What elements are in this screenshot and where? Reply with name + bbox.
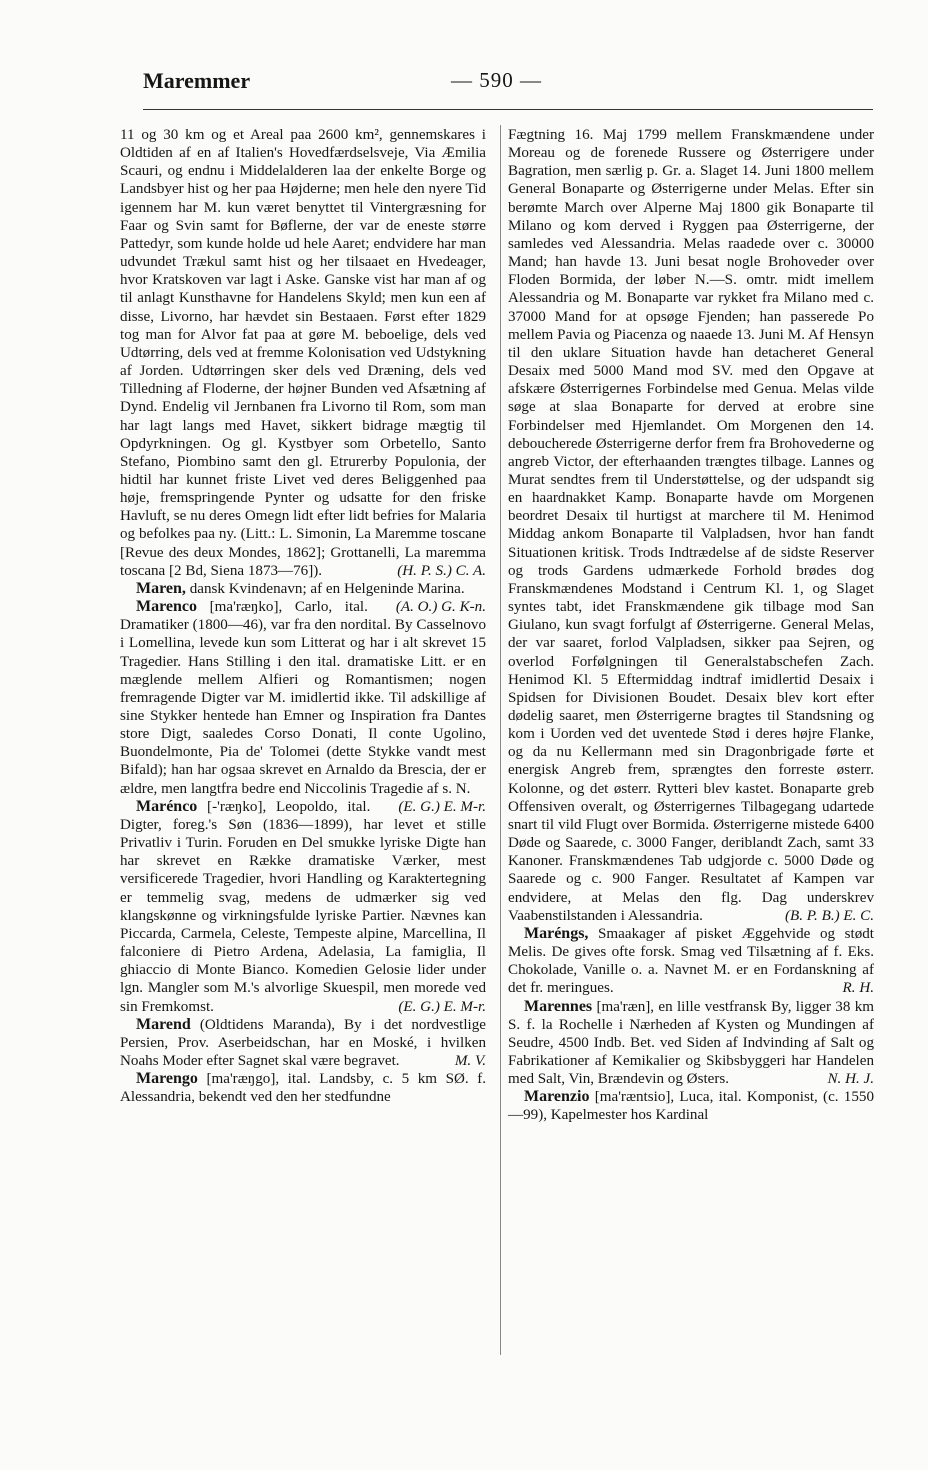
marengo-signature: (B. P. B.) E. C.: [784, 907, 874, 924]
marenco2-text: [-'ræŋko], Leopoldo, ital. Digter, foreg.'s Søn (1836—1899), har levet et stille Privatliv i Turin. Foruden en Del smukke lyriske Digte han har skrevet en Række dramatiske Værker, mest versificerede Tragedier, hvori Handling og Karaktertegning er temmelig svag, medens de udmærker sig ved klangskønne og virkningsfulde lyriske Partier. Nævnes kan Piccarda, Carmela, Celeste, Tempeste alpine, Marcellina, Il falconiere di Pietro Ardena, Adelasia, La famiglia, Il ghiaccio di Monte Bianco. Komedien Gelosie lider under lgn. Mangler som M.'s alvorlige Skuespil, men morede ved sin Fremkomst.: [120, 798, 486, 1015]
entry-marengo: [120, 1070, 486, 1106]
maren-signature: (A. O.) G. K-n.: [395, 599, 486, 616]
marennes-text: [ma'ræn], en lille vestfransk By, ligger 38 km S. f. la Rochelle i Nærheden af Kysten og Mundingen af Seudre, 4500 Indb. Bet. ved Siden af Indvinding af Salt og Fabrikationer af Kemikalier og Skibsbyggeri har Handelen med Salt, Vin, Brændevin og Østers.: [508, 998, 874, 1088]
maremmer-continuation: [120, 126, 486, 580]
marenco2-signature: (E. G.) E. M-r.: [398, 998, 486, 1015]
marenzio-text: [ma'ræntsio], Luca, ital. Komponist, (c. 1550—99), Kapelmester hos Kardinal: [508, 1089, 874, 1124]
maren-text: dansk Kvindenavn; af en Helgeninde Marina.: [189, 580, 465, 597]
headword-marend: Marend: [136, 1015, 191, 1033]
left-column: [120, 126, 486, 1106]
headword-marenco: Marenco: [136, 598, 198, 616]
running-head-title: Maremmer: [143, 68, 251, 93]
marend-signature: M. V.: [454, 1052, 486, 1069]
headword-marenzio: Marenzio: [524, 1088, 590, 1106]
marennes-signature: N. H. J.: [827, 1071, 874, 1088]
entry-marengs: [508, 925, 874, 998]
marend-text: (Oldtidens Maranda), By i det nordvestlige Persien, Prov. Aserbeidschan, har en Moské, i hvilken Noahs Moder efter Sagnet skal være begravet.: [120, 1016, 486, 1069]
maremmer-signature: (H. P. S.) C. A.: [397, 562, 486, 579]
headword-maren: Maren,: [136, 579, 186, 597]
entry-marennes: [508, 998, 874, 1089]
marenco-text: [ma'ræŋko], Carlo, ital. Dramatiker (1800—46), var fra den nordital. By Casselnovo i Lomellina, levede kun som Litterat og har i alt skrevet 15 Tragedier. Hans Stilling i den ital. dramatiske Litt. er en mæglende mellem Alfieri og Romantismen; nogen fremragende Digter var M. imidlertid ikke. Til adskillige af sine Stykker hentede han Emner og Inspiration fra Dantes store Digt, saaledes Corso Donati, Il conte Ugolino, Buondelmonte, Pia de' Tolomei (dette Stykke vandt mest Bifald); han har ogsaa skrevet en Arnaldo da Brescia, der er ældre, men langtfra bedre end Niccolinis Tragedie af s. N.: [120, 599, 486, 797]
maremmer-text: 11 og 30 km og et Areal paa 2600 km², gennemskares i Oldtiden af en af Italien's Hovedfærdselsveje, Via Æmilia Scauri, og endnu i Middelalderen laa der enkelte Borge og Landsbyer hist og her paa Højderne; men hele den nyere Tid igennem har M. kun været benyttet til Vintergræsning for Faar og Svin samt for Bøflerne, der var de eneste større Pattedyr, som kunde holde ud hele Aaret; endvidere har man udvundet Trækul samt hist og her tilsaaet en Hvedeager, hvor Kratskoven var lagt i Aske. Ganske vist har man af og til anlagt Kunsthavne for Handelens Skyld; men kun een af disse, Livorno, har hævdet sin Bestaaen. Først efter 1829 tog man for Alvor fat paa at gøre M. beboelige, dels ved Udtørring, dels ved at fremme Kolonisation ved Udstykning af Jorden. Udtørringen sker dels ved Dræning, dels ved Tilledning af Floderne, der højner Bunden ved Afsætning af Dynd. Endelig vil Jernbanen fra Livorno til Rom, som man har lagt langs med Havet, sikkert bidrage mægtig til Opdyrkningen. Og gl. Kystbyer som Orbetello, Santo Stefano, Piombino samt den gl. Etrurerby Populonia, der hidtil har kunnet friste Livet ved deres Beliggenhed paa høje, fremspringende Pynter og udsatte for den friske Havluft, se nu deres Omegn lidt efter lidt befries for Malaria og befolkes paa ny. (Litt.: L. Simonin, La Maremme toscane [Revue des deux Mondes, 1862]; Grottanelli, La maremma toscana [2 Bd, Siena 1873—76]).: [120, 127, 486, 579]
headword-marenco-2: Marénco: [136, 797, 198, 815]
headword-marennes: Marennes: [524, 997, 593, 1015]
entry-marend: [120, 1016, 486, 1070]
marenco-signature: (E. G.) E. M-r.: [398, 798, 486, 815]
column-divider: [500, 125, 501, 1355]
marengo-continuation: [508, 126, 874, 925]
entry-marenzio: [508, 1088, 874, 1124]
marengo-battle-text: Fægtning 16. Maj 1799 mellem Franskmændene under Moreau og de forenede Russere og Østerrigere under Bagration, men særlig p. Gr. a. Slaget 14. Juni 1800 mellem General Bonaparte og Østerrigerne under Melas. Efter sin berømte March over Alperne Maj 1800 gik Bonaparte til Milano og kom derved i Ryggen paa Østerrigerne, der samledes ved Alessandria. Melas raadede over c. 30000 Mand; han havde 13. Juni besat nogle Brohoveder over Floden Bormida, der løber N.—S. omtr. midt imellem Alessandria og M. Bonaparte var rykket fra Milano med c. 37000 Mand for at opsøge Fjenden; han passerede Po mellem Pavia og Piacenza og naaede 13. Juni M. Af Hensyn til den uklare Situation havde han detacheret General Desaix med 5000 Mand mod SV. med den Opgave at afskære Østerrigernes Forbindelse med Genua. Melas vilde søge at slaa Bonaparte for derved at erobre sine Forbindelser med Hjemlandet. Om Morgenen den 14. deboucherede Østerrigerne derfor frem fra Brohovederne og angreb Victor, der efterhaanden trængtes tilbage. Lannes og Murat sendtes frem til Understøttelse, og der udspandt sig en haardnakket Kamp. Bonaparte havde om Morgenen beordret Desaix til hurtigst at marchere til M. Henimod Middag ankom Bonaparte til Valpladsen, hvor han fandt Situationen kritisk. Trods Indtrædelse af de sidste Reserver og trods Gardens udmærkede Forhold brødes dog Franskmændenes Modstand i Centrum Kl. 1, og Slaget syntes tabt, idet Franskmændene gik tilbage mod San Giulano, kun svagt forfulgt af Østerrigerne. General Melas, der var saaret, forlod Valpladsen, sikker paa Sejren, og overlod Forfølgningen til Generalstabschefen Zach. Henimod Kl. 5 Eftermiddag indtraf imidlertid Desaix i Spidsen for Divisionen Boudet. Desaix blev kort efter dødelig saaret, men Østerrigerne bragtes til Standsning og kom i Uorden ved det uventede Stød i deres højre Flanke, og da nu Kellermann med sin Dragonbrigade førte et energisk Angreb frem, sprængtes den forreste østerr. Kolonne, og det østerr. Rytteri blev kastet. Bonaparte greb Offensiven overalt, og Østerrigernes Tilbagegang udartede snart til vild Flugt over Bormida. Østerrigerne mistede 6400 Døde og Saarede, c. 3000 Fanger, deriblandt Zach, samt 33 Kanoner. Franskmændenes Tab udgjorde c. 5000 Døde og Saarede og c. 900 Fanger. Resultatet af Kampen var endvidere, at Melas den flg. Dag underskrev Vaabenstilstanden i Alessandria.: [508, 127, 874, 924]
headword-marengs: Maréngs,: [524, 924, 589, 942]
header-rule: [143, 109, 873, 110]
marengs-text: Smaakager af pisket Æggehvide og stødt Melis. De gives ofte forsk. Smag ved Tilsætning af f. Eks. Chokolade, Vanille o. a. Navnet M. er en Fordanskning af det fr. meringues.: [508, 925, 874, 997]
page-header: [143, 66, 873, 102]
entry-marenco-leopoldo: [120, 798, 486, 1016]
marengo-text: [ma'ræŋgo], ital. Landsby, c. 5 km SØ. f. Alessandria, bekendt ved den her stedfundne: [120, 1071, 486, 1106]
marengs-signature: R. H.: [842, 980, 874, 997]
page-number: — 590 —: [451, 68, 542, 92]
right-column: [508, 126, 874, 1125]
headword-marengo: Marengo: [136, 1070, 198, 1088]
